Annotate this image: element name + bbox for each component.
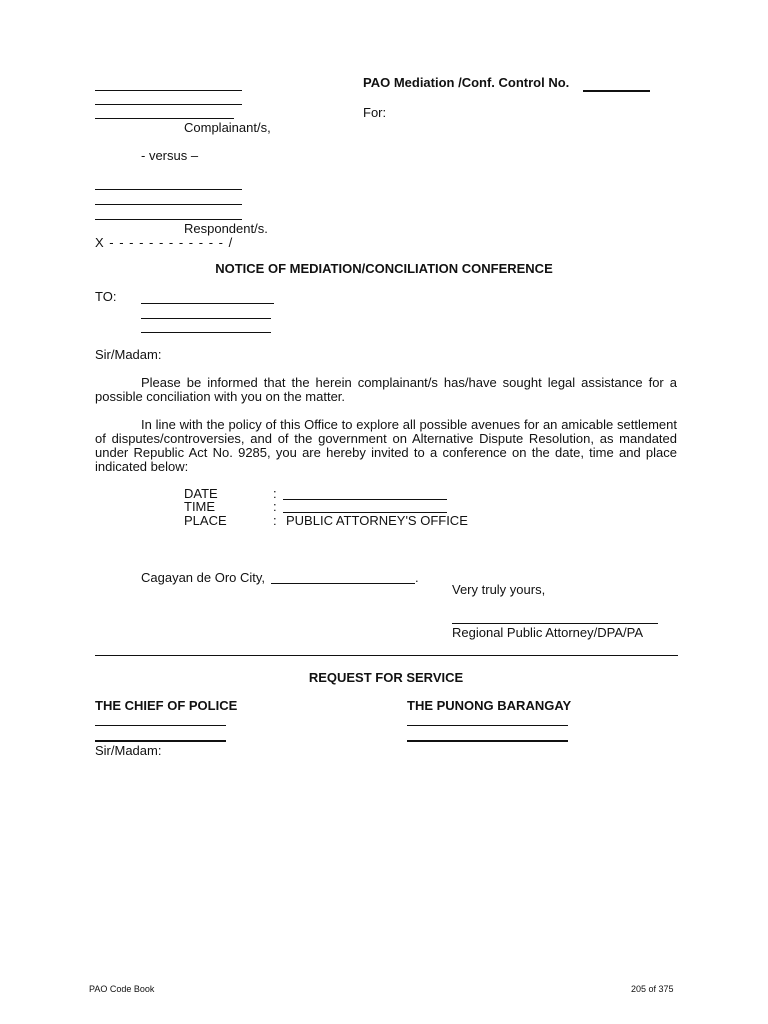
- to-line-3: [141, 332, 271, 333]
- respondent-label: Respondent/s.: [184, 221, 268, 236]
- signature-line: [452, 623, 658, 624]
- time-label: TIME: [184, 499, 216, 514]
- control-number-line: [583, 90, 650, 92]
- to-label: TO:: [95, 289, 117, 304]
- request-title: REQUEST FOR SERVICE: [308, 670, 464, 685]
- versus-label: - versus –: [141, 148, 199, 163]
- complainant-line-3: [95, 118, 234, 119]
- place-label: PLACE: [184, 513, 227, 528]
- notice-salutation: Sir/Madam:: [95, 347, 162, 362]
- notice-paragraph-2: In line with the policy of this Office to explore all possible avenues for an amicable settlement of disputes/controversies, and of the government on Alternative Dispute Resolution, as mandated under Republic Act No. 9285, you are hereby invited to a conference on the date, time and place indicated below:: [95, 417, 677, 474]
- police-line-1: [95, 725, 226, 726]
- respondent-line-1: [95, 189, 242, 190]
- signatory-title: Regional Public Attorney/DPA/PA: [452, 625, 644, 640]
- for-label: For:: [363, 105, 387, 120]
- footer-book-title: PAO Code Book: [89, 984, 155, 994]
- place-colon: :: [273, 513, 277, 528]
- city-date-line: [271, 583, 415, 584]
- to-line-1: [141, 303, 274, 304]
- city-period: .: [415, 570, 419, 585]
- chief-of-police-label: THE CHIEF OF POLICE: [95, 698, 238, 713]
- place-value: PUBLIC ATTORNEY'S OFFICE: [286, 513, 468, 528]
- request-salutation: Sir/Madam:: [95, 743, 162, 758]
- notice-title: NOTICE OF MEDIATION/CONCILIATION CONFERENCE: [215, 261, 553, 276]
- punong-barangay-label: THE PUNONG BARANGAY: [407, 698, 572, 713]
- barangay-line-2: [407, 740, 568, 742]
- footer-page-number: 205 of 375: [631, 984, 674, 994]
- city-label: Cagayan de Oro City,: [141, 570, 266, 585]
- complainant-line-1: [95, 90, 242, 91]
- respondent-line-3: [95, 219, 242, 220]
- date-colon: :: [273, 486, 277, 501]
- time-colon: :: [273, 499, 277, 514]
- complainant-label: Complainant/s,: [184, 120, 271, 135]
- date-label: DATE: [184, 486, 218, 501]
- caption-separator: X - - - - - - - - - - - - /: [95, 235, 234, 250]
- section-divider: [95, 655, 678, 656]
- police-line-2: [95, 740, 226, 742]
- closing-text: Very truly yours,: [452, 582, 546, 597]
- date-line: [283, 499, 447, 500]
- barangay-line-1: [407, 725, 568, 726]
- to-line-2: [141, 318, 271, 319]
- control-number-label: PAO Mediation /Conf. Control No.: [363, 75, 570, 90]
- complainant-line-2: [95, 104, 242, 105]
- respondent-line-2: [95, 204, 242, 205]
- notice-paragraph-1: Please be informed that the herein complainant/s has/have sought legal assistance for a possible conciliation with you on the matter.: [95, 375, 677, 404]
